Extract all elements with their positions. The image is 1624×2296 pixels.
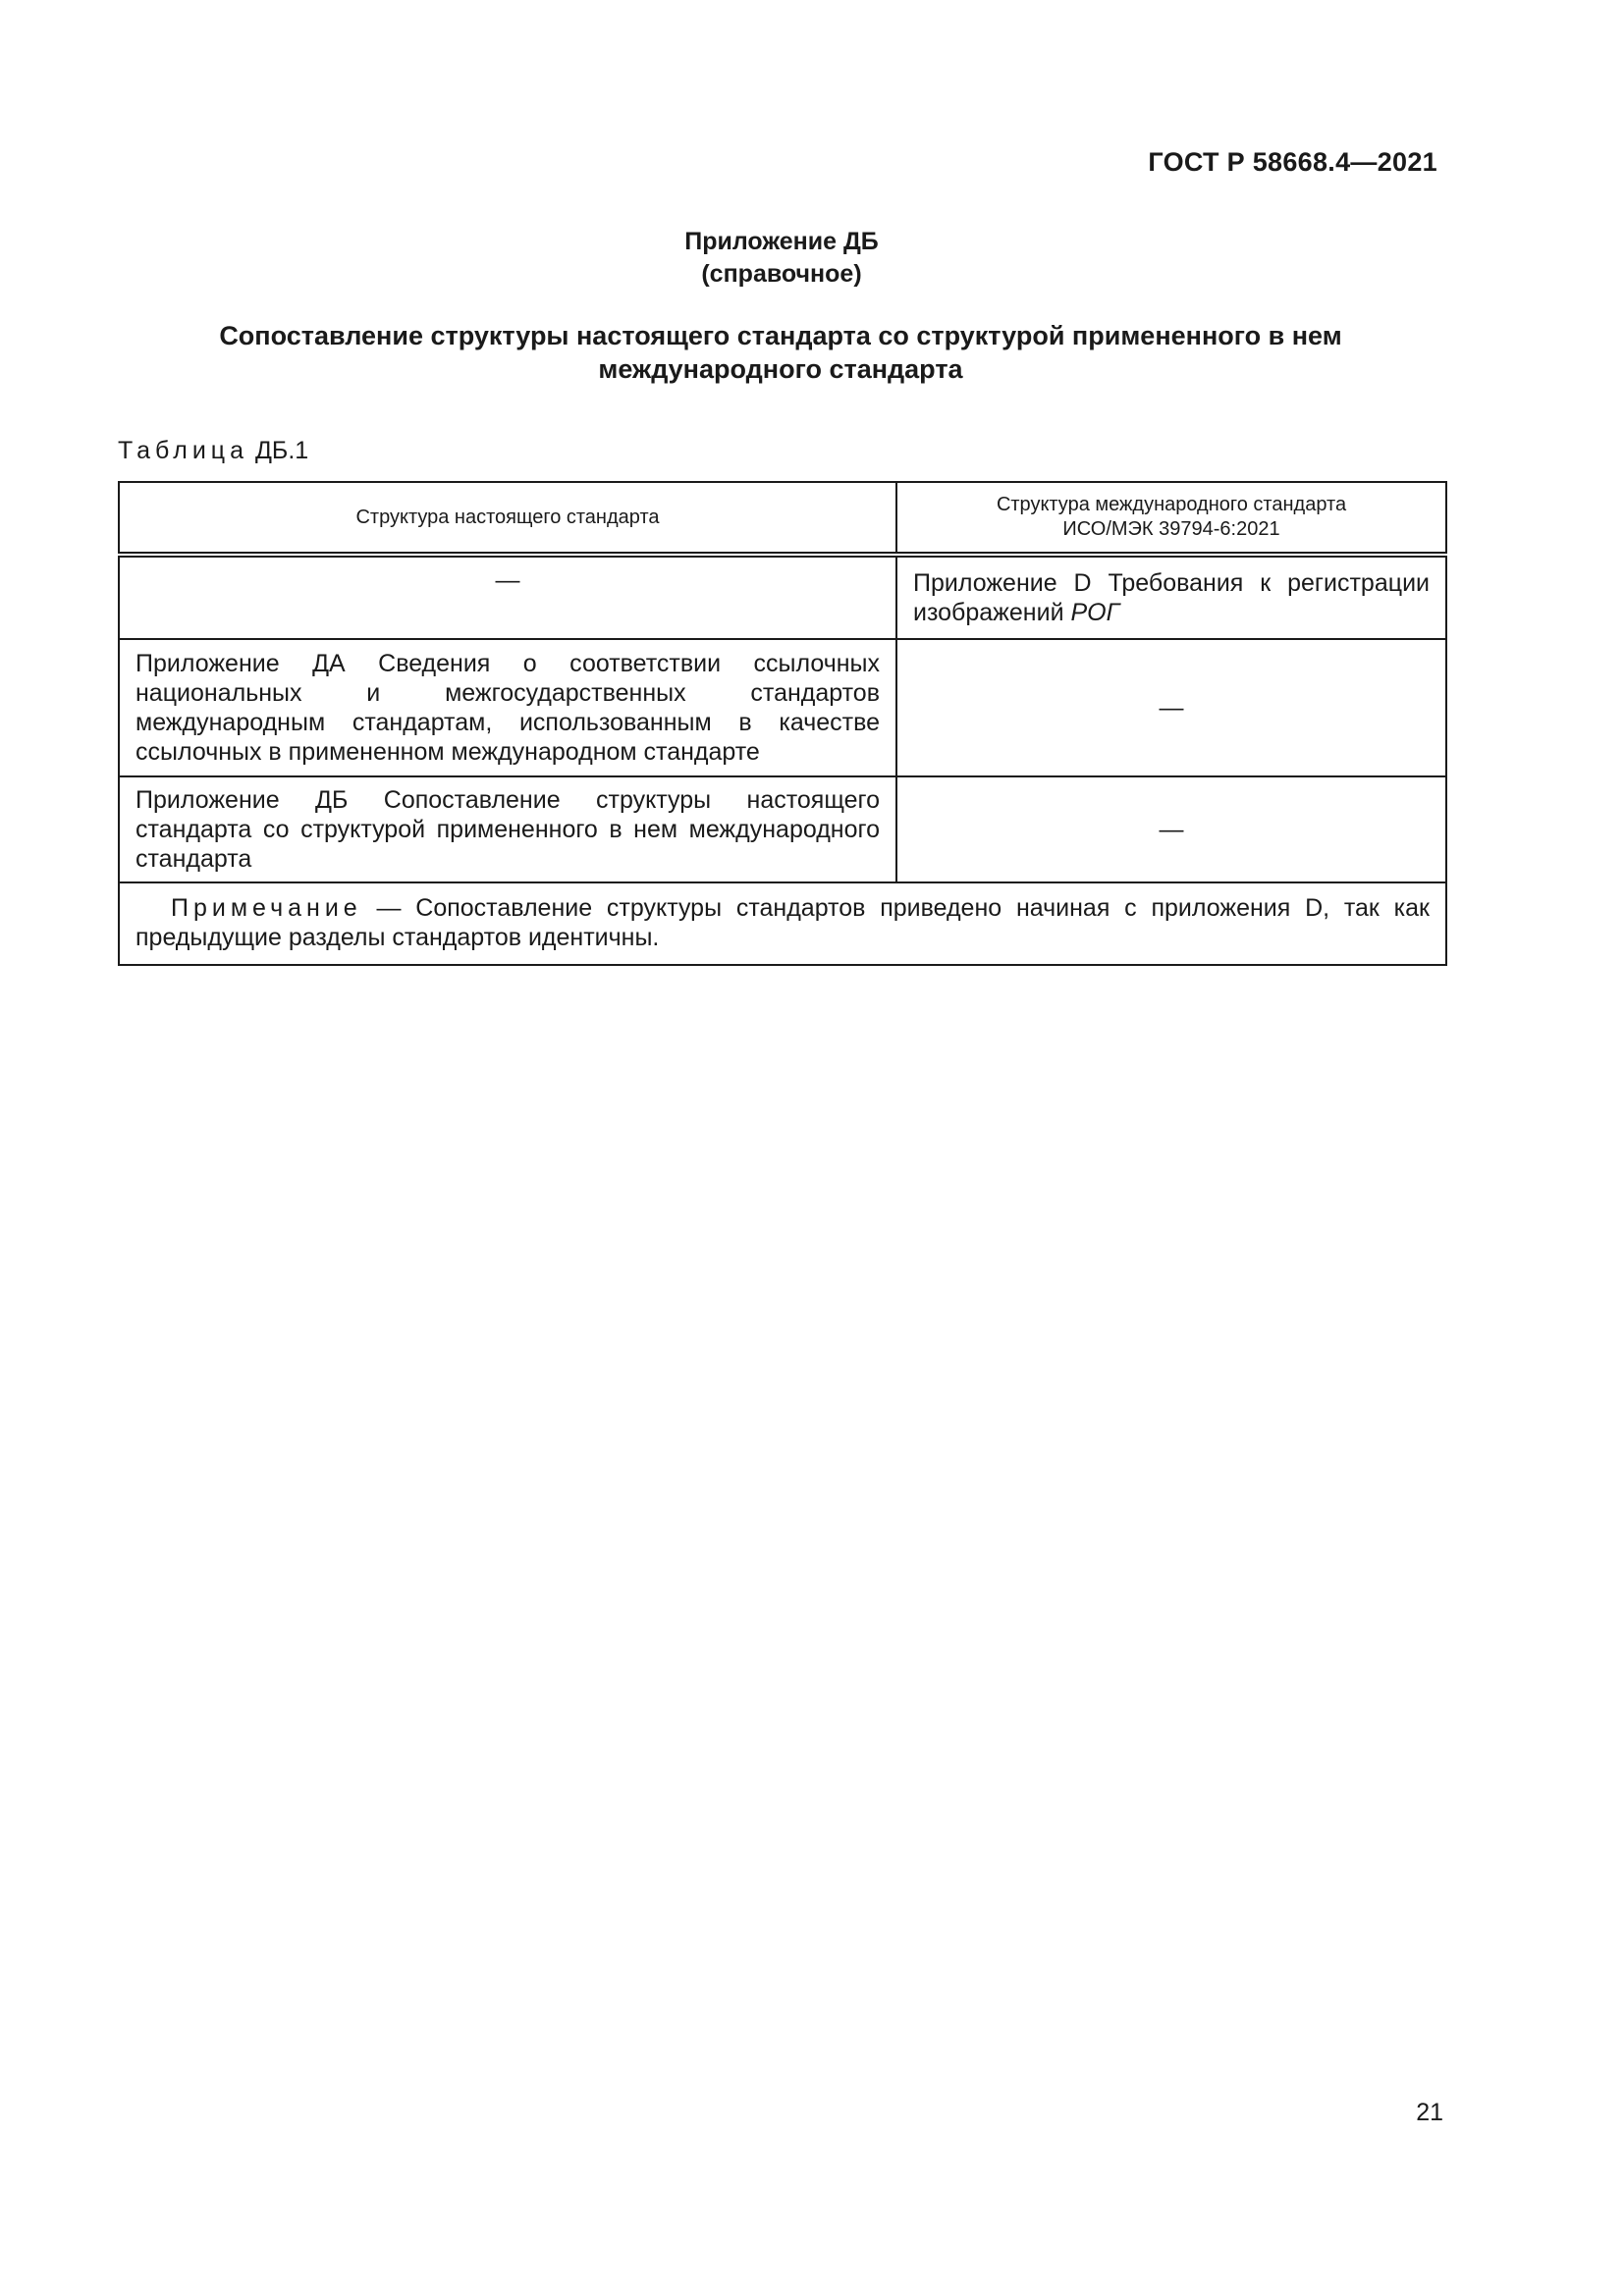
table-row: [119, 776, 1446, 882]
table-cell: [896, 555, 1446, 639]
header-col2-line1: Структура международного стандарта: [996, 494, 1347, 515]
appendix-subtitle: (справочное): [701, 260, 862, 288]
document-title-line1: Сопоставление структуры настоящего стандарта со структурой примененного в нем: [219, 321, 1342, 350]
appendix-heading: [118, 226, 1445, 291]
table-cell-text: Приложение ДА Сведения о соответствии ссылочных национальных и межгосударственных стандартов международным стандартам, использованным в качестве ссылочных в примененном международном стандарте: [135, 650, 880, 766]
header-col2: [896, 482, 1446, 555]
table-cell-text: Приложение ДБ Сопоставление структуры настоящего стандарта со структурой примененного в нем международного стандарта: [135, 786, 880, 873]
table-label-word: Таблица: [118, 437, 249, 464]
table-cell-text-italic: РОГ: [1070, 599, 1120, 626]
table-label: [118, 437, 308, 465]
table-cell: —: [896, 639, 1446, 776]
header-col2-line2: ИСО/МЭК 39794-6:2021: [1062, 518, 1280, 540]
table-cell: —: [119, 555, 896, 639]
table-row: [119, 555, 1446, 639]
table-note-cell: [119, 882, 1446, 965]
table-cell-text-main: Приложение D Требования к регистрации изображений: [913, 569, 1430, 626]
page-number: 21: [1416, 2099, 1443, 2126]
table-cell: —: [896, 776, 1446, 882]
document-title-line2: международного стандарта: [598, 354, 963, 384]
table-cell: [119, 639, 896, 776]
note-label: Примечание: [171, 894, 362, 922]
table-cell-text: [897, 561, 1445, 635]
document-title: [147, 319, 1414, 386]
table-header-row: [119, 482, 1446, 555]
comparison-table: [118, 481, 1447, 966]
table-row: [119, 639, 1446, 776]
table-note: [120, 883, 1445, 964]
table-note-row: [119, 882, 1446, 965]
document-code: ГОСТ Р 58668.4—2021: [1148, 147, 1437, 177]
table-cell: [119, 776, 896, 882]
header-col1: Структура настоящего стандарта: [119, 482, 896, 555]
table-label-number: ДБ.1: [254, 437, 309, 464]
note-text: — Сопоставление структуры стандартов приведено начиная с приложения D, так как предыдущие разделы стандартов идентичны.: [135, 894, 1430, 951]
appendix-title: Приложение ДБ: [684, 228, 879, 255]
